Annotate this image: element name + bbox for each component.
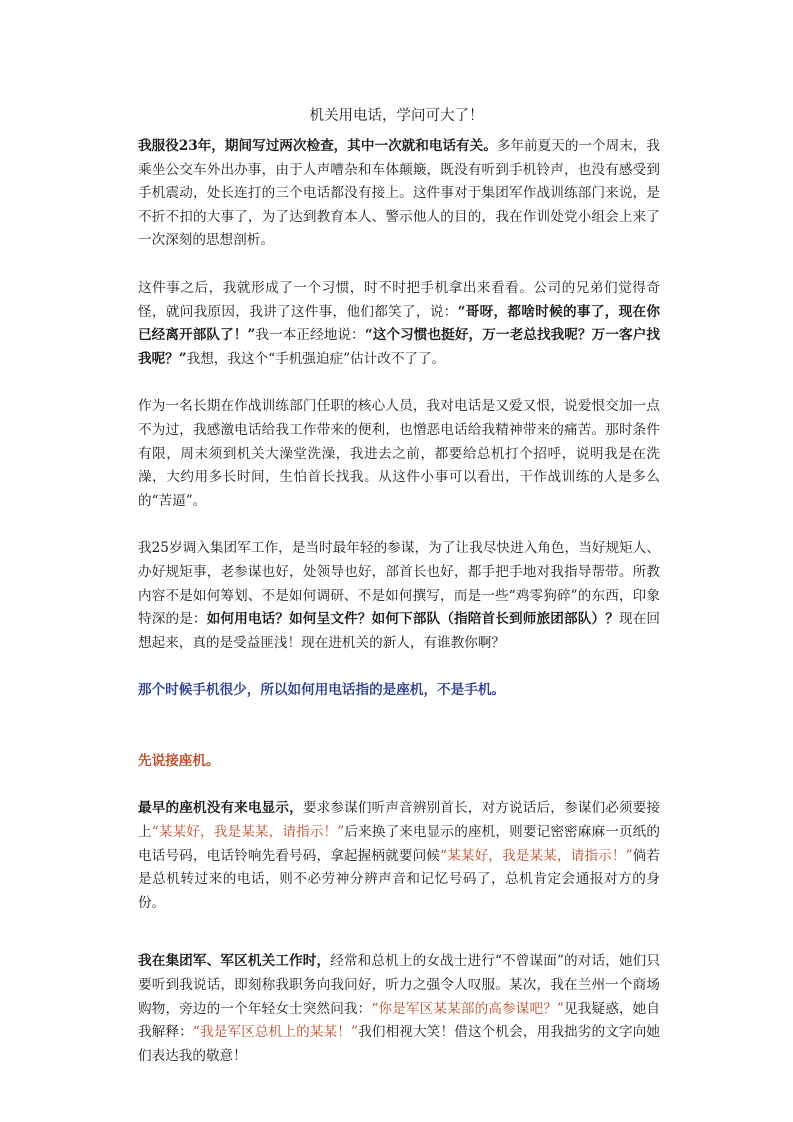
article-body (138, 135, 660, 1068)
highlight-note: 那个时候手机很少，所以如何用电话指的是座机，不是手机。 (138, 682, 506, 699)
paragraph-1 (138, 135, 660, 253)
paragraph-7-text-2: 后来换了来电显示的座机，则要记密密麻麻一页纸的电话号码，电话铃响先看号码，拿起握柄就要问候 (138, 824, 661, 864)
paragraph-2-text-2: 我一本正经地说： (255, 327, 365, 344)
paragraph-1-lead: 我服役23年，期间写过两次检查，其中一次就和电话有关。 (138, 138, 497, 154)
paragraph-2-quote-2: “这个习惯也挺好，万一老总找我呢？万一客户找我呢？” (138, 327, 660, 367)
paragraph-4-text-2: 现在回想起来，真的是受益匪浅！现在进机关的新人，有谁教你啊？ (138, 611, 661, 651)
paragraph-8-lead: 我在集团军、军区机关工作时， (138, 953, 331, 970)
paragraph-7-lead: 最早的座机没有来电显示， (138, 800, 303, 817)
paragraph-7-text-1: 要求参谋们听声音辨别首长，对方说话后，参谋们必须要接上 (138, 800, 661, 841)
paragraph-8-quote-1: “你是军区某某部的高参谋吧？” (371, 1000, 564, 1017)
paragraph-1-text: 多年前夏天的一个周末，我乘坐公交车外出办事，由于人声嘈杂和车体颠簸，既没有听到手机铃声，也没有感受到手机震动，处长连打的三个电话都没有接上。这件事对于集团军作战训练部门来说，是不折不扣的大事了，为了达到教育本人、警示他人的目的，我在作训处党小组会上来了一次深刻的思想剖析。 (138, 138, 661, 249)
section-heading: 先说接座机。 (138, 752, 220, 769)
document-title: 机关用电话，学问可大了！ (309, 108, 484, 124)
paragraph-2-text-3: 我想，我这个“手机强迫症”估计改不了了。 (186, 350, 446, 367)
paragraph-7-quote-1: “某某好，我是某某，请指示！” (151, 824, 345, 841)
paragraph-8-quote-2: “我是军区总机上的某某！” (192, 1024, 358, 1041)
paragraph-4 (138, 537, 660, 655)
paragraph-4-text-1: 我25岁调入集团军工作，是当时最年轻的参谋，为了让我尽快进入角色，当好规矩人、办好规矩事，老参谋也好，处领导也好，部首长也好，都手把手地对我指导帮带。所教内容不是如何筹划、不是如何调研、不是如何撰写，而是一些“鸡零狗碎”的东西，印象特深的是： (138, 540, 660, 628)
paragraph-7-quote-2: “某某好，我是某某，请指示！” (440, 847, 633, 864)
paragraph-8-text-2: 见我疑惑，她自我解释： (138, 1000, 661, 1041)
paragraph-3: 作为一名长期在作战训练部门任职的核心人员，我对电话是又爱又恨，说爱恨交加一点不为过，我感激电话给我工作带来的便利，也憎恶电话给我精神带来的痛苦。那时条件有限，周末须到机关大澡堂洗澡，我进去之前，都要给总机打个招呼，说明我是在洗澡，大约用多长时间，生怕首长找我。从这件小事可以看出，干作战训练的人是多么的“苦逼”。 (138, 398, 660, 509)
paragraph-8 (138, 950, 660, 1068)
paragraph-4-emphasis: 如何用电话？如何呈文件？如何下部队（指陪首长到师旅团部队）？ (206, 611, 619, 628)
paragraph-2 (138, 277, 660, 371)
paragraph-8-text-3: 我们相视大笑！借这个机会，用我拙劣的文字向她们表达我的敬意！ (138, 1024, 661, 1064)
paragraph-7-text-3: 倘若是总机转过来的电话，则不必劳神分辨声音和记忆号码了，总机肯定会通报对方的身份。 (138, 847, 661, 911)
paragraph-2-text-1: 这件事之后，我就形成了一个习惯，时不时把手机拿出来看看。公司的兄弟们觉得奇怪，就问我原因，我讲了这件事，他们都笑了，说： (138, 279, 660, 320)
paragraph-2-quote-1: “哥呀，都啥时候的事了，现在你已经离开部队了！” (138, 303, 660, 344)
paragraph-7 (138, 797, 660, 915)
paragraph-8-text-1: 经常和总机上的女战士进行“不曾谋面”的对话，她们只要听到我说话，即刻称我职务向我问好，听力之强令人叹服。某次，我在兰州一个商场购物，旁边的一个年轻女士突然问我： (138, 953, 660, 1017)
